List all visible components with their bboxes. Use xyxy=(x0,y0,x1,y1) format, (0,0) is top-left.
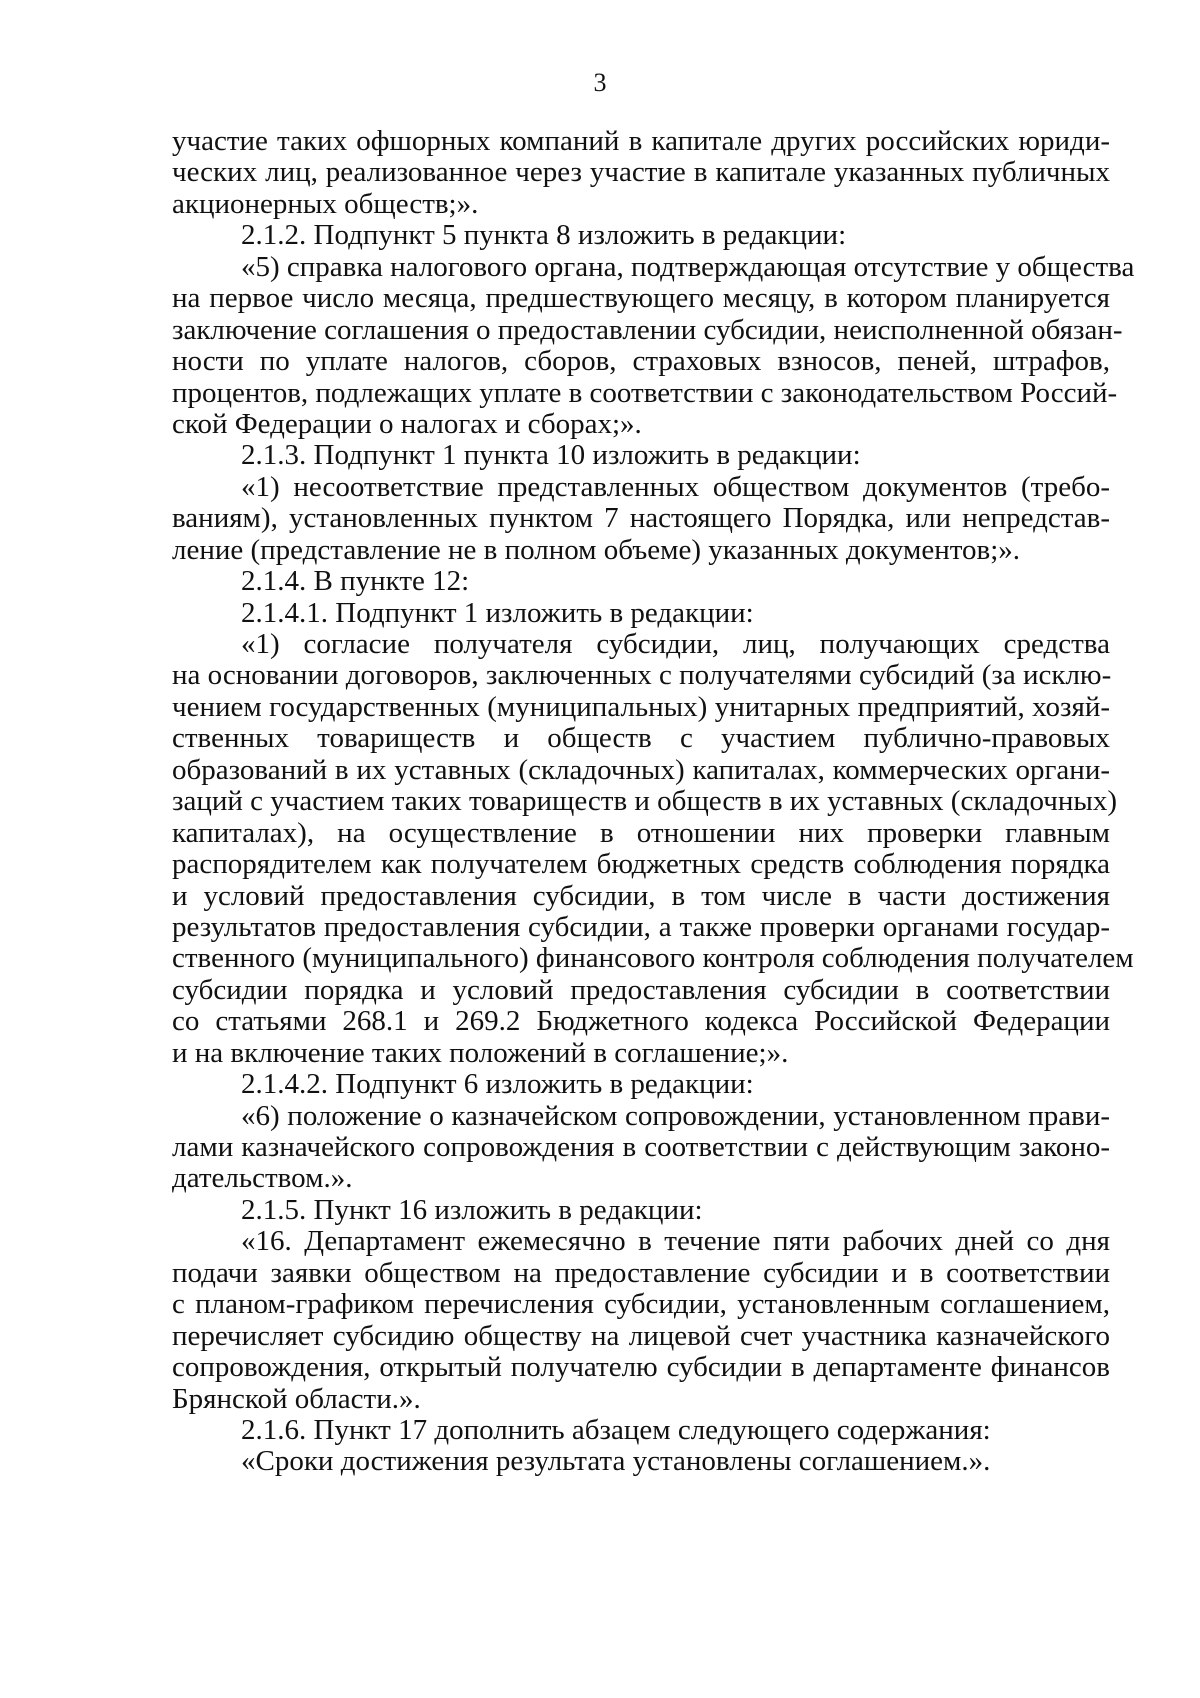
text-line: ческих лиц, реализованное через участие в капитале указанных публичных xyxy=(172,156,1110,189)
page-number: 3 xyxy=(593,68,607,97)
text-line: 2.1.2. Подпункт 5 пункта 8 изложить в редакции: xyxy=(241,219,847,252)
text-line: Брянской области.». xyxy=(172,1382,421,1415)
text-line: акционерных обществ;». xyxy=(172,187,479,220)
text-line: ственного (муниципального) финансового контроля соблюдения получателем xyxy=(172,942,1134,975)
text-line: заций с участием таких товариществ и обществ в их уставных (складочных) xyxy=(172,785,1117,818)
text-line: 2.1.4.2. Подпункт 6 изложить в редакции: xyxy=(241,1068,754,1101)
text-line: 2.1.5. Пункт 16 изложить в редакции: xyxy=(241,1193,703,1226)
text-line: перечисляет субсидию обществу на лицевой счет участника казначейского xyxy=(172,1319,1110,1352)
text-line: 2.1.4. В пункте 12: xyxy=(241,565,470,598)
text-line: ности по уплате налогов, сборов, страховых взносов, пеней, штрафов, xyxy=(172,345,1110,378)
text-line: и условий предоставления субсидии, в том числе в части достижения xyxy=(172,879,1110,912)
text-line: распорядителем как получателем бюджетных средств соблюдения порядка xyxy=(172,848,1110,881)
text-line: на первое число месяца, предшествующего месяцу, в котором планируется xyxy=(172,282,1110,315)
text-line: «1) согласие получателя субсидии, лиц, получающих средства xyxy=(241,628,1110,660)
text-line: процентов, подлежащих уплате в соответствии с законодательством Россий- xyxy=(172,376,1118,409)
text-line: субсидии порядка и условий предоставления субсидии в соответствии xyxy=(172,973,1110,1006)
text-line: «6) положение о казначейском сопровождении, установленном прави- xyxy=(241,1099,1110,1132)
text-line: лами казначейского сопровождения в соответствии с действующим законо- xyxy=(172,1131,1110,1163)
text-line: подачи заявки обществом на предоставление субсидии и в соответствии xyxy=(172,1256,1110,1289)
text-line: участие таких офшорных компаний в капитале других российских юриди- xyxy=(172,125,1110,157)
text-line: с планом-графиком перечисления субсидии, установленным соглашением, xyxy=(172,1288,1110,1321)
text-line: «5) справка налогового органа, подтверждающая отсутствие у общества xyxy=(241,250,1135,283)
text-line: результатов предоставления субсидии, а также проверки органами государ- xyxy=(172,910,1110,943)
text-line: ление (представление не в полном объеме) указанных документов;». xyxy=(172,533,1021,566)
text-line: 2.1.3. Подпункт 1 пункта 10 изложить в редакции: xyxy=(241,439,861,472)
text-line: ваниям), установленных пунктом 7 настоящего Порядка, или непредстав- xyxy=(172,502,1110,535)
text-line: образований в их уставных (складочных) капиталах, коммерческих органи- xyxy=(172,753,1110,786)
text-line: ственных товариществ и обществ с участием публично-правовых xyxy=(172,722,1110,755)
text-line: ской Федерации о налогах и сборах;». xyxy=(172,407,642,440)
text-line: со статьями 268.1 и 269.2 Бюджетного кодекса Российской Федерации xyxy=(172,1005,1110,1038)
text-line: на основании договоров, заключенных с получателями субсидий (за исклю- xyxy=(172,659,1112,692)
text-line: 2.1.4.1. Подпункт 1 изложить в редакции: xyxy=(241,596,754,629)
text-line: чением государственных (муниципальных) унитарных предприятий, хозяй- xyxy=(172,690,1110,723)
text-line: и на включение таких положений в соглашение;». xyxy=(172,1036,789,1069)
text-line: дательством.». xyxy=(172,1162,353,1195)
text-line: капиталах), на осуществление в отношении них проверки главным xyxy=(172,816,1110,849)
text-line: сопровождения, открытый получателю субсидии в департаменте финансов xyxy=(172,1351,1110,1384)
text-line: заключение соглашения о предоставлении субсидии, неисполненной обязан- xyxy=(172,313,1123,346)
document-body xyxy=(172,125,1135,1478)
text-line: «16. Департамент ежемесячно в течение пяти рабочих дней со дня xyxy=(241,1225,1110,1258)
text-line: 2.1.6. Пункт 17 дополнить абзацем следующего содержания: xyxy=(241,1413,991,1446)
text-line: «Сроки достижения результата установлены соглашением.». xyxy=(241,1445,991,1478)
text-line: «1) несоответствие представленных обществом документов (требо- xyxy=(241,470,1110,503)
